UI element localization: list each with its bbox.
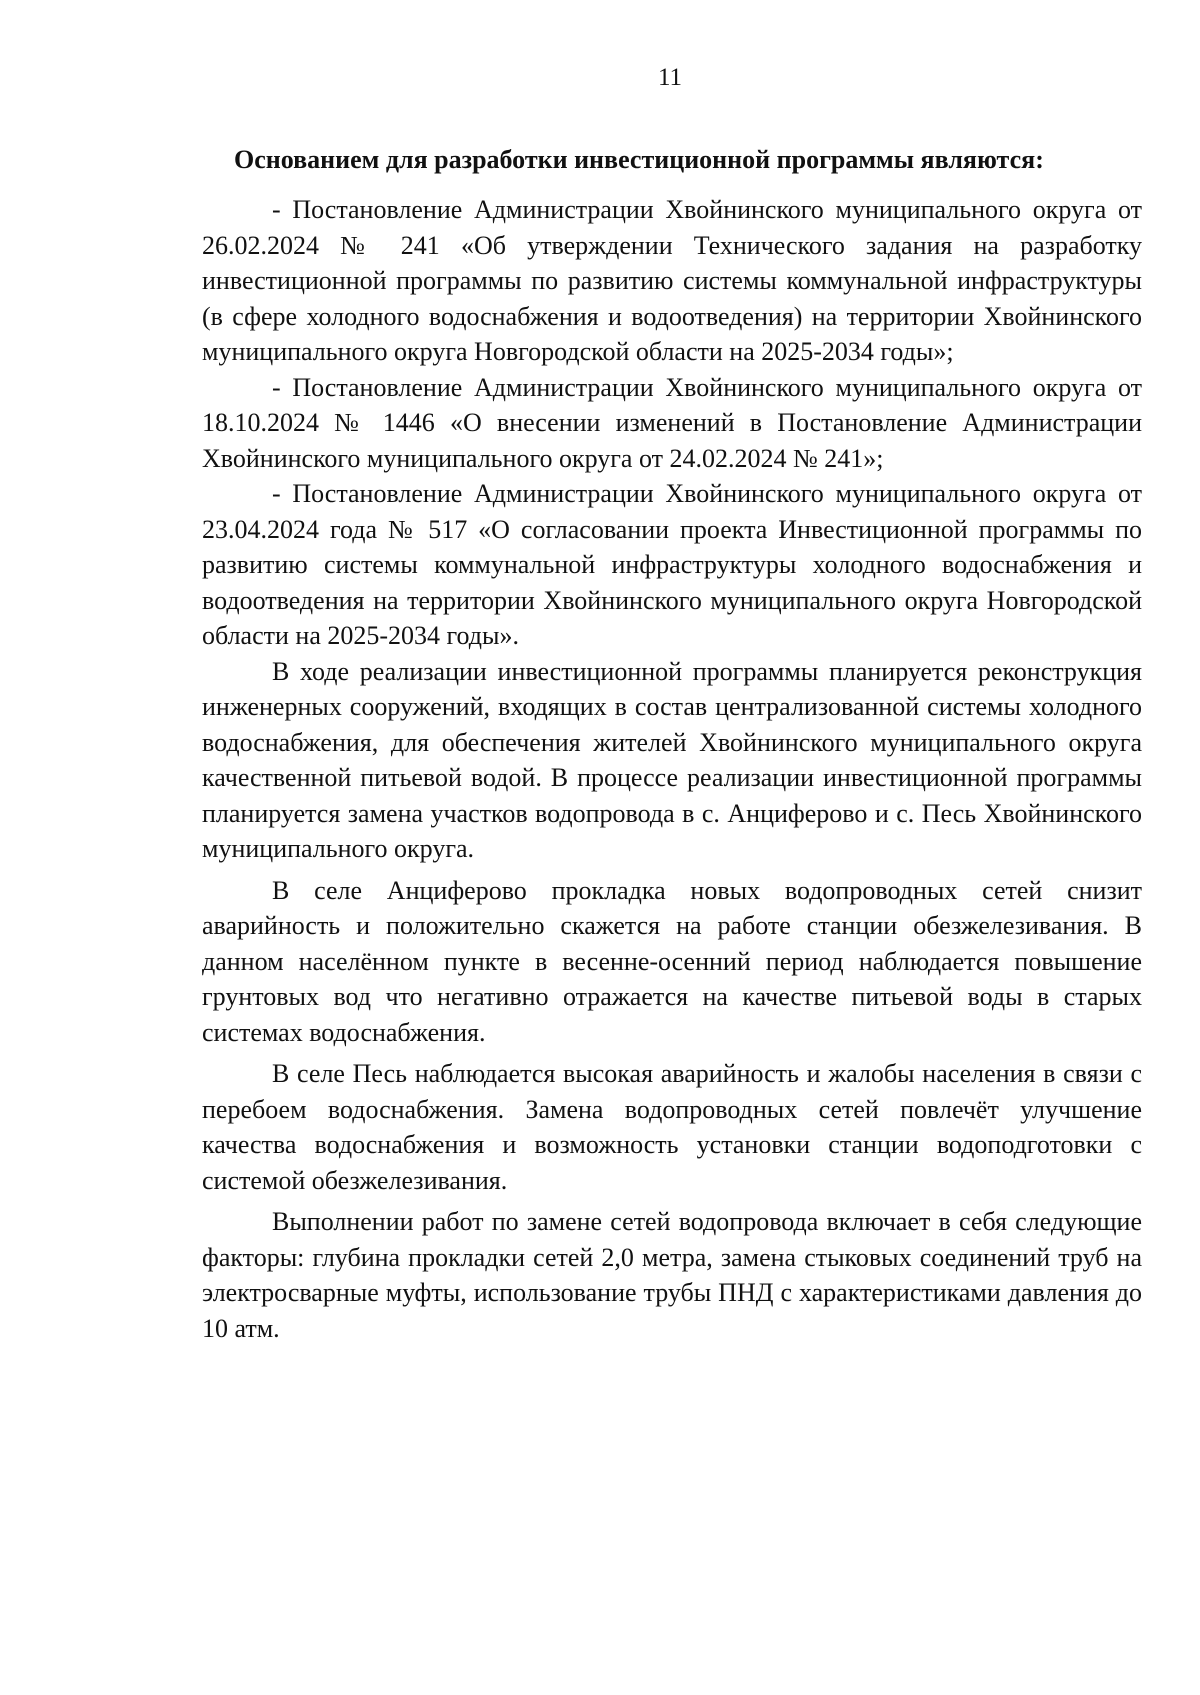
paragraph-resolution-1446: - Постановление Администрации Хвойнинского муниципального округа от 18.10.2024 № 1446 «О внесении изменений в Постановление Администрации Хвойнинского муниципального округа от 24.02.2024 № 241»; bbox=[202, 372, 1142, 473]
paragraph-pes: В селе Песь наблюдается высокая аварийность и жалобы населения в связи с перебоем водоснабжения. Замена водопроводных сетей повлечёт улучшение качества водоснабжения и возможность установки станции водоподготовки с системой обезжелезивания. bbox=[202, 1059, 1142, 1195]
paragraph-antsiferovo: В селе Анциферово прокладка новых водопроводных сетей снизит аварийность и положительно скажется на работе станции обезжелезивания. В данном населённом пункте в весенне-осенний период наблюдается повышение грунтовых вод что негативно отражается на качестве питьевой воды в старых системах водоснабжения. bbox=[202, 875, 1142, 1047]
section-heading: Основанием для разработки инвестиционной программы являются: bbox=[234, 145, 1044, 174]
document-body bbox=[202, 192, 1142, 1346]
paragraph-program-implementation: В ходе реализации инвестиционной программы планируется реконструкция инженерных сооружений, входящих в состав централизованной системы холодного водоснабжения, для обеспечения жителей Хвойнинского муниципального округа качественной питьевой водой. В процессе реализации инвестиционной программы планируется замена участков водопровода в с. Анциферово и с. Песь Хвойнинского муниципального округа. bbox=[202, 656, 1142, 863]
paragraph-resolution-517: - Постановление Администрации Хвойнинского муниципального округа от 23.04.2024 года № 517 «О согласовании проекта Инвестиционной программы по развитию системы коммунальной инфраструктуры холодного водоснабжения и водоотведения на территории Хвойнинского муниципального округа Новгородской области на 2025-2034 годы». bbox=[202, 479, 1142, 650]
page-number: 11 bbox=[657, 64, 683, 91]
paragraph-work-factors: Выполнении работ по замене сетей водопровода включает в себя следующие факторы: глубина прокладки сетей 2,0 метра, замена стыковых соединений труб на электросварные муфты, использование трубы ПНД с характеристиками давления до 10 атм. bbox=[202, 1207, 1142, 1343]
paragraph-resolution-241: - Постановление Администрации Хвойнинского муниципального округа от 26.02.2024 № 241 «Об утверждении Технического задания на разработку инвестиционной программы по развитию системы коммунальной инфраструктуры (в сфере холодного водоснабжения и водоотведения) на территории Хвойнинского муниципального округа Новгородской области на 2025-2034 годы»; bbox=[202, 195, 1142, 366]
